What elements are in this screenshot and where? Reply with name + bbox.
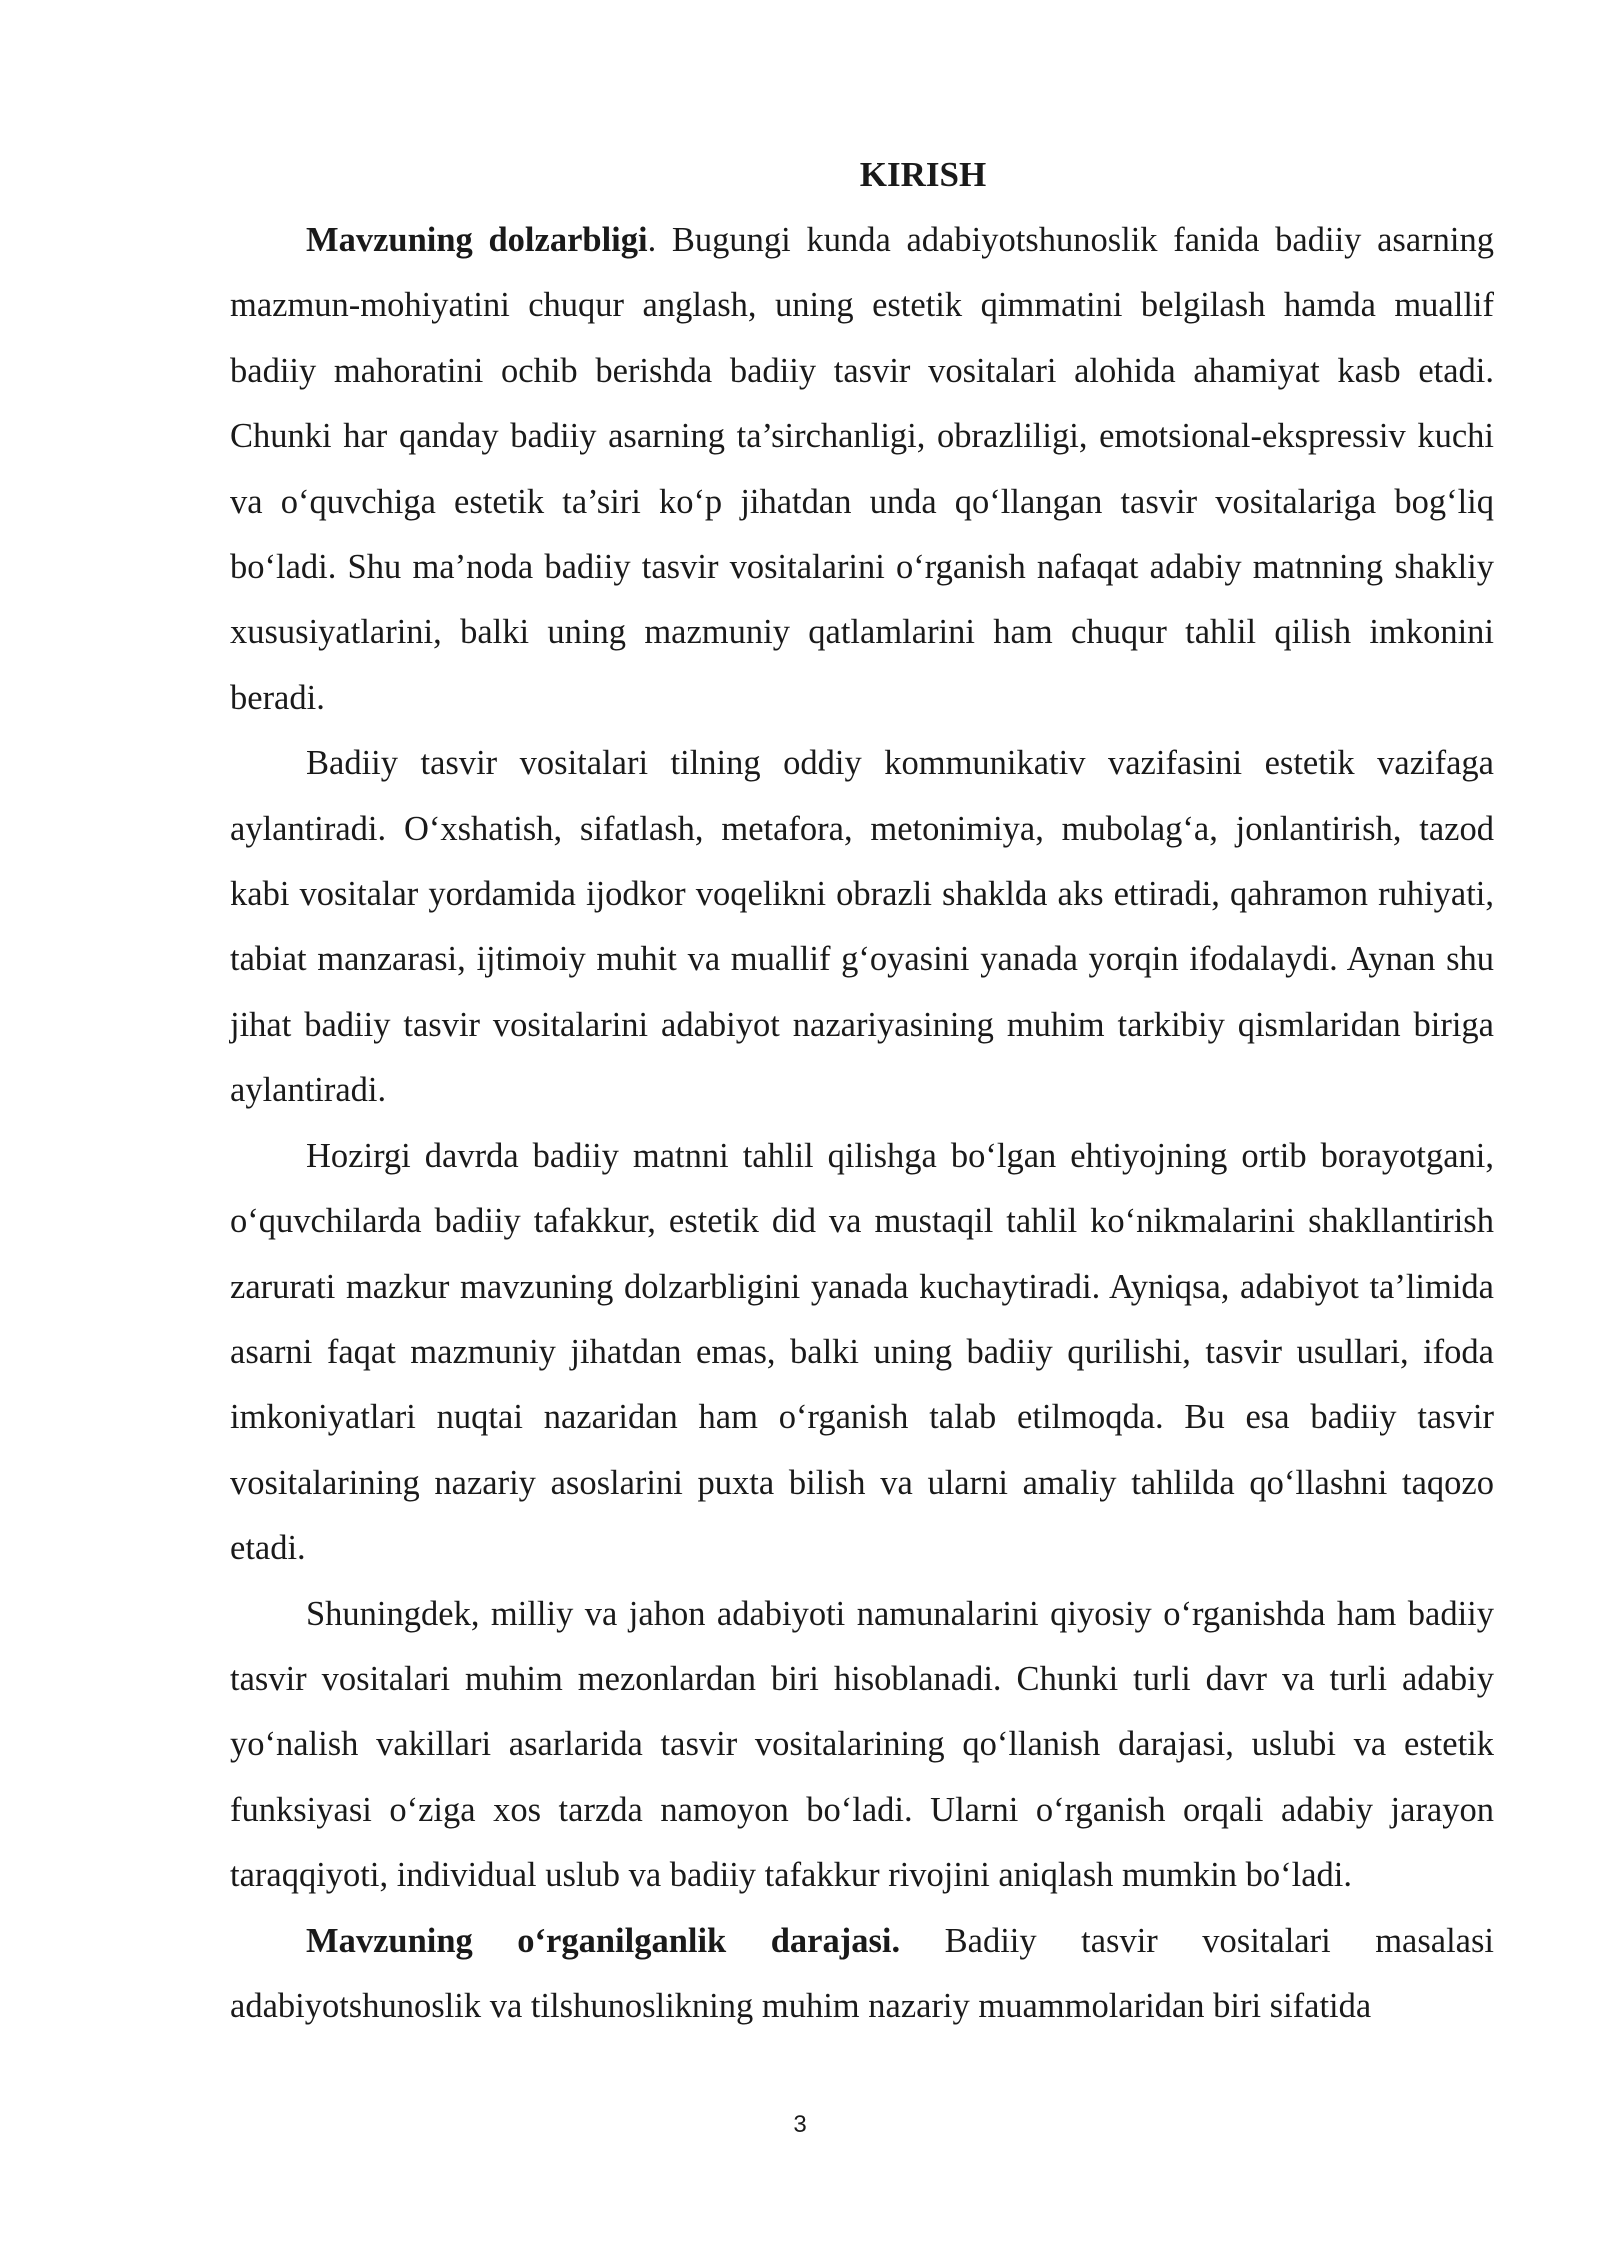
paragraph-lead: Mavzuning dolzarbligi — [306, 221, 648, 259]
paragraph-relevance — [230, 208, 1494, 731]
paragraph-text: Badiiy tasvir vositalari tilning oddiy kommunikativ vazifasini estetik vazifaga aylantiradi. O‘xshatish, sifatlash, metafora, metonimiya, mubolag‘a, jonlantirish, tazod kabi vositalar yordamida ijodkor voqelikni obrazli shaklda aks ettiradi, qahramon ruhiyati, tabiat manzarasi, ijtimoiy muhit va muallif g‘oyasini yanada yorqin ifodalaydi. Aynan shu jihat badiiy tasvir vositalarini adabiyot nazariyasining muhim tarkibiy qismlaridan biriga aylantiradi. — [230, 744, 1494, 1110]
section-title: KIRISH — [859, 155, 987, 194]
paragraph-text: Shuningdek, milliy va jahon adabiyoti namunalarini qiyosiy o‘rganishda ham badiiy tasvir vositalari muhim mezonlardan biri hisoblanadi. Chunki turli davr va turli adabiy yo‘nalish vakillari asarlarida tasvir vositalarining qo‘llanish darajasi, uslubi va estetik funksiyasi o‘ziga xos tarzda namoyon bo‘ladi. Ularni o‘rganish orqali adabiy jarayon taraqqiyoti, individual uslub va badiiy tafakkur rivojini aniqlash mumkin bo‘ladi. — [230, 1594, 1494, 1895]
paragraph-modern-need — [230, 1124, 1494, 1582]
paragraph-text: Badiiy tasvir vositalari masalasi adabiyotshunoslik va tilshunoslikning muhim nazariy muammolaridan biri sifatida — [230, 1921, 1494, 2025]
paragraph-text: Hozirgi davrda badiiy matnni tahlil qilishga bo‘lgan ehtiyojning ortib borayotgani, o‘quvchilarda badiiy tafakkur, estetik did va mustaqil tahlil ko‘nikmalarini shakllantirish zarurati mazkur mavzuning dolzarbligini yanada kuchaytiradi. Ayniqsa, adabiyot ta’limida asarni faqat mazmuniy jihatdan emas, balki uning badiiy qurilishi, tasvir usullari, ifoda imkoniyatlari nuqtai nazaridan ham o‘rganish talab etilmoqda. Bu esa badiiy tasvir vositalarining nazariy asoslarini puxta bilish va ularni amaliy tahlilda qo‘llashni taqozo etadi. — [230, 1136, 1494, 1568]
paragraph-lead: Mavzuning o‘rganilganlik darajasi. — [306, 1921, 901, 1960]
page-number: 3 — [793, 2111, 807, 2138]
paragraph-study-level — [230, 1909, 1494, 2040]
paragraph-devices — [230, 731, 1494, 1123]
paragraph-comparative — [230, 1582, 1494, 1909]
document-body — [230, 148, 1494, 2039]
paragraph-text: . Bugungi kunda adabiyotshunoslik fanida badiiy asarning mazmun-mohiyatini chuqur anglash, uning estetik qimmatini belgilash hamda muallif badiiy mahoratini ochib berishda badiiy tasvir vositalari alohida ahamiyat kasb etadi. Chunki har qanday badiiy asarning ta’sirchanligi, obrazliligi, emotsional-ekspressiv kuchi va o‘quvchiga estetik ta’siri ko‘p jihatdan unda qo‘llangan tasvir vositalariga bog‘liq bo‘ladi. Shu ma’noda badiiy tasvir vositalarini o‘rganish nafaqat adabiy matnning shakliy xususiyatlarini, balki uning mazmuniy qatlamlarini ham chuqur tahlil qilish imkonini beradi. — [230, 221, 1494, 717]
